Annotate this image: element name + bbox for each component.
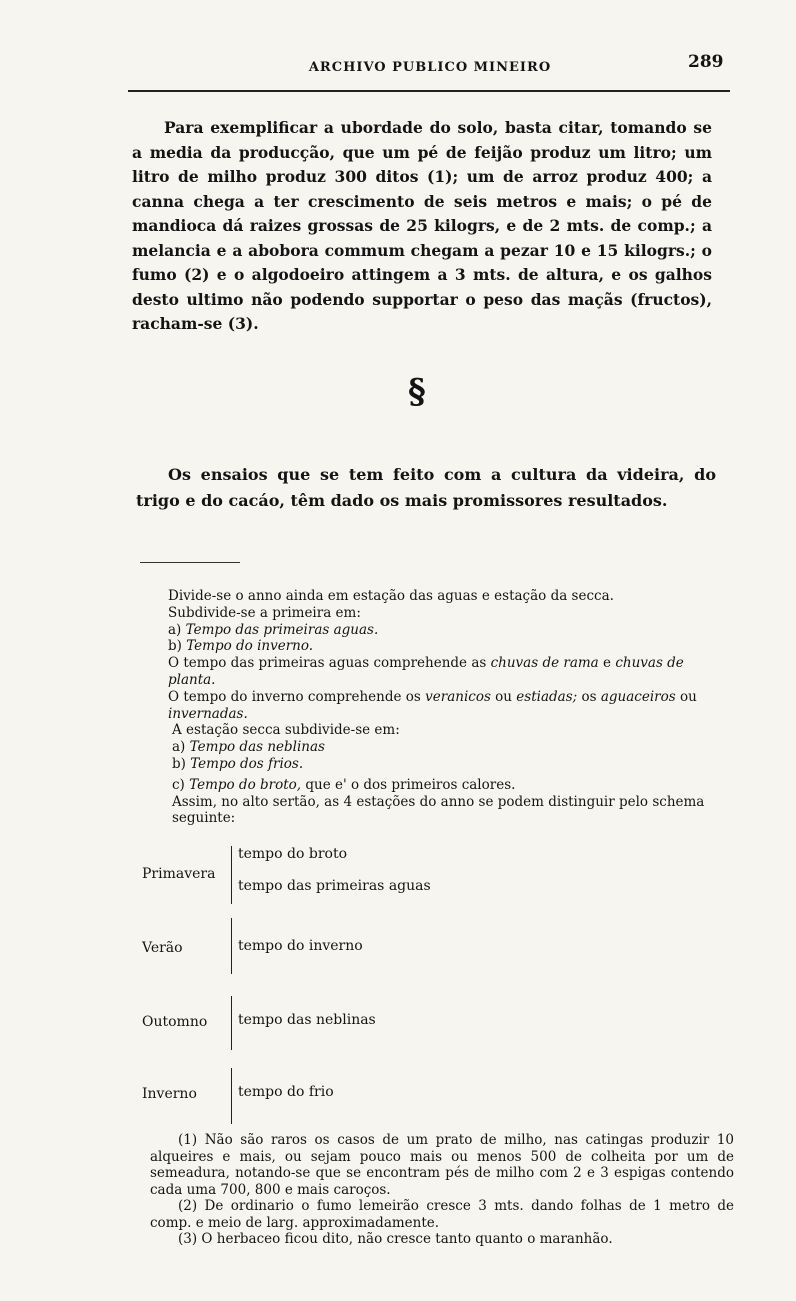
note-list-item xyxy=(142,777,722,794)
footnote-3: (3) O herbaceo ficou dito, não cresce tanto quanto o maranhão. xyxy=(178,1231,613,1247)
note-term: invernadas. xyxy=(168,705,248,722)
list-text: Tempo dos frios. xyxy=(190,755,304,772)
season-verao: Verão xyxy=(142,940,183,956)
list-text: Tempo do inverno. xyxy=(186,638,314,655)
note-text: ou xyxy=(495,688,512,705)
seasons-notes xyxy=(142,588,722,827)
list-letter: c) xyxy=(172,776,185,793)
footnote-2: (2) De ordinario o fumo lemeirão cresce 3 mts. dando folhas de 1 metro de comp. e meio de larg. approximadamente. xyxy=(150,1198,734,1231)
list-letter: b) xyxy=(172,755,186,772)
note-list-item xyxy=(142,756,722,773)
note-term: veranicos xyxy=(425,688,491,705)
note-line: Divide-se o anno ainda em estação das aguas e estação da secca. xyxy=(168,588,614,604)
note-line xyxy=(142,689,722,723)
season-primavera: Primavera xyxy=(142,866,216,882)
list-text: Tempo do broto, xyxy=(189,776,302,793)
note-text: os xyxy=(581,688,597,705)
season-item: tempo do broto xyxy=(238,846,348,862)
footnote-1: (1) Não são raros os casos de um prato de milho, nas catingas produzir 10 alqueires e mais, ou sejam pouco mais ou menos 500 de colheita por um de semeadura, notando-se que se encontram pés de milho com 2 e 3 espigas contendo cada uma 700, 800 e mais caroços. xyxy=(150,1132,734,1198)
main-paragraph: Para exemplificar a ubordade do solo, basta citar, tomando se a media da producção, que um pé de feijão produz um litro; um litro de milho produz 300 ditos (1); um de arroz produz 400; a canna chega a ter crescimento de seis metros e mais; o pé de mandioca dá raizes grossas de 25 kilogrs, e de 2 mts. de comp.; a melancia e a abobora commum chegam a pezar 10 e 15 kilogrs.; o fumo (2) e o algodoeiro attingem a 3 mts. de altura, e os galhos desto ultimo não podendo supportar o peso das maçãs (fructos), racham-se (3). xyxy=(132,118,712,333)
note-list-item xyxy=(142,622,722,639)
note-term: chuvas de planta. xyxy=(168,655,684,688)
list-letter: a) xyxy=(172,739,186,756)
list-text: Tempo das primeiras aguas. xyxy=(185,621,379,638)
bracket-outomno xyxy=(231,996,232,1050)
header-rule xyxy=(128,90,730,92)
note-line xyxy=(142,655,722,689)
separator-rule xyxy=(140,562,240,563)
note-list-item xyxy=(142,638,722,655)
running-title: ARCHIVO PUBLICO MINEIRO xyxy=(308,60,552,75)
season-item: tempo do inverno xyxy=(238,938,363,954)
list-letter: b) xyxy=(168,638,182,655)
note-line: Subdivide-se a primeira em: xyxy=(168,604,361,621)
bracket-verao xyxy=(231,918,232,974)
section-mark: § xyxy=(408,372,426,412)
season-inverno: Inverno xyxy=(142,1086,197,1102)
note-text: O tempo do inverno comprehende os xyxy=(168,688,421,705)
bracket-primavera xyxy=(231,846,232,904)
list-rest: que e' o dos primeiros calores. xyxy=(305,776,516,793)
note-term: chuvas de rama xyxy=(490,655,599,672)
season-item: tempo do frio xyxy=(238,1084,334,1100)
bracket-inverno xyxy=(231,1068,232,1124)
list-text: Tempo das neblinas xyxy=(189,739,325,756)
note-list-item xyxy=(142,739,722,756)
note-text: e xyxy=(603,655,612,672)
note-line: A estação secca subdivide-se em: xyxy=(172,722,400,739)
note-line: Assim, no alto sertão, as 4 estações do anno se podem distinguir pelo schema seguinte: xyxy=(172,793,705,827)
page-number: 289 xyxy=(688,52,724,72)
footnotes xyxy=(150,1132,734,1248)
note-text: O tempo das primeiras aguas comprehende as xyxy=(168,655,487,672)
season-item: tempo das primeiras aguas xyxy=(238,878,431,894)
note-term: estiadas; xyxy=(516,688,578,705)
vine-paragraph: Os ensaios que se tem feito com a cultura da videira, do trigo e do cacáo, têm dado os mais promissores resultados. xyxy=(136,465,716,510)
note-term: aguaceiros xyxy=(600,688,676,705)
note-text: ou xyxy=(679,688,697,705)
list-letter: a) xyxy=(168,621,182,638)
season-outomno: Outomno xyxy=(142,1014,208,1030)
season-item: tempo das neblinas xyxy=(238,1012,376,1028)
